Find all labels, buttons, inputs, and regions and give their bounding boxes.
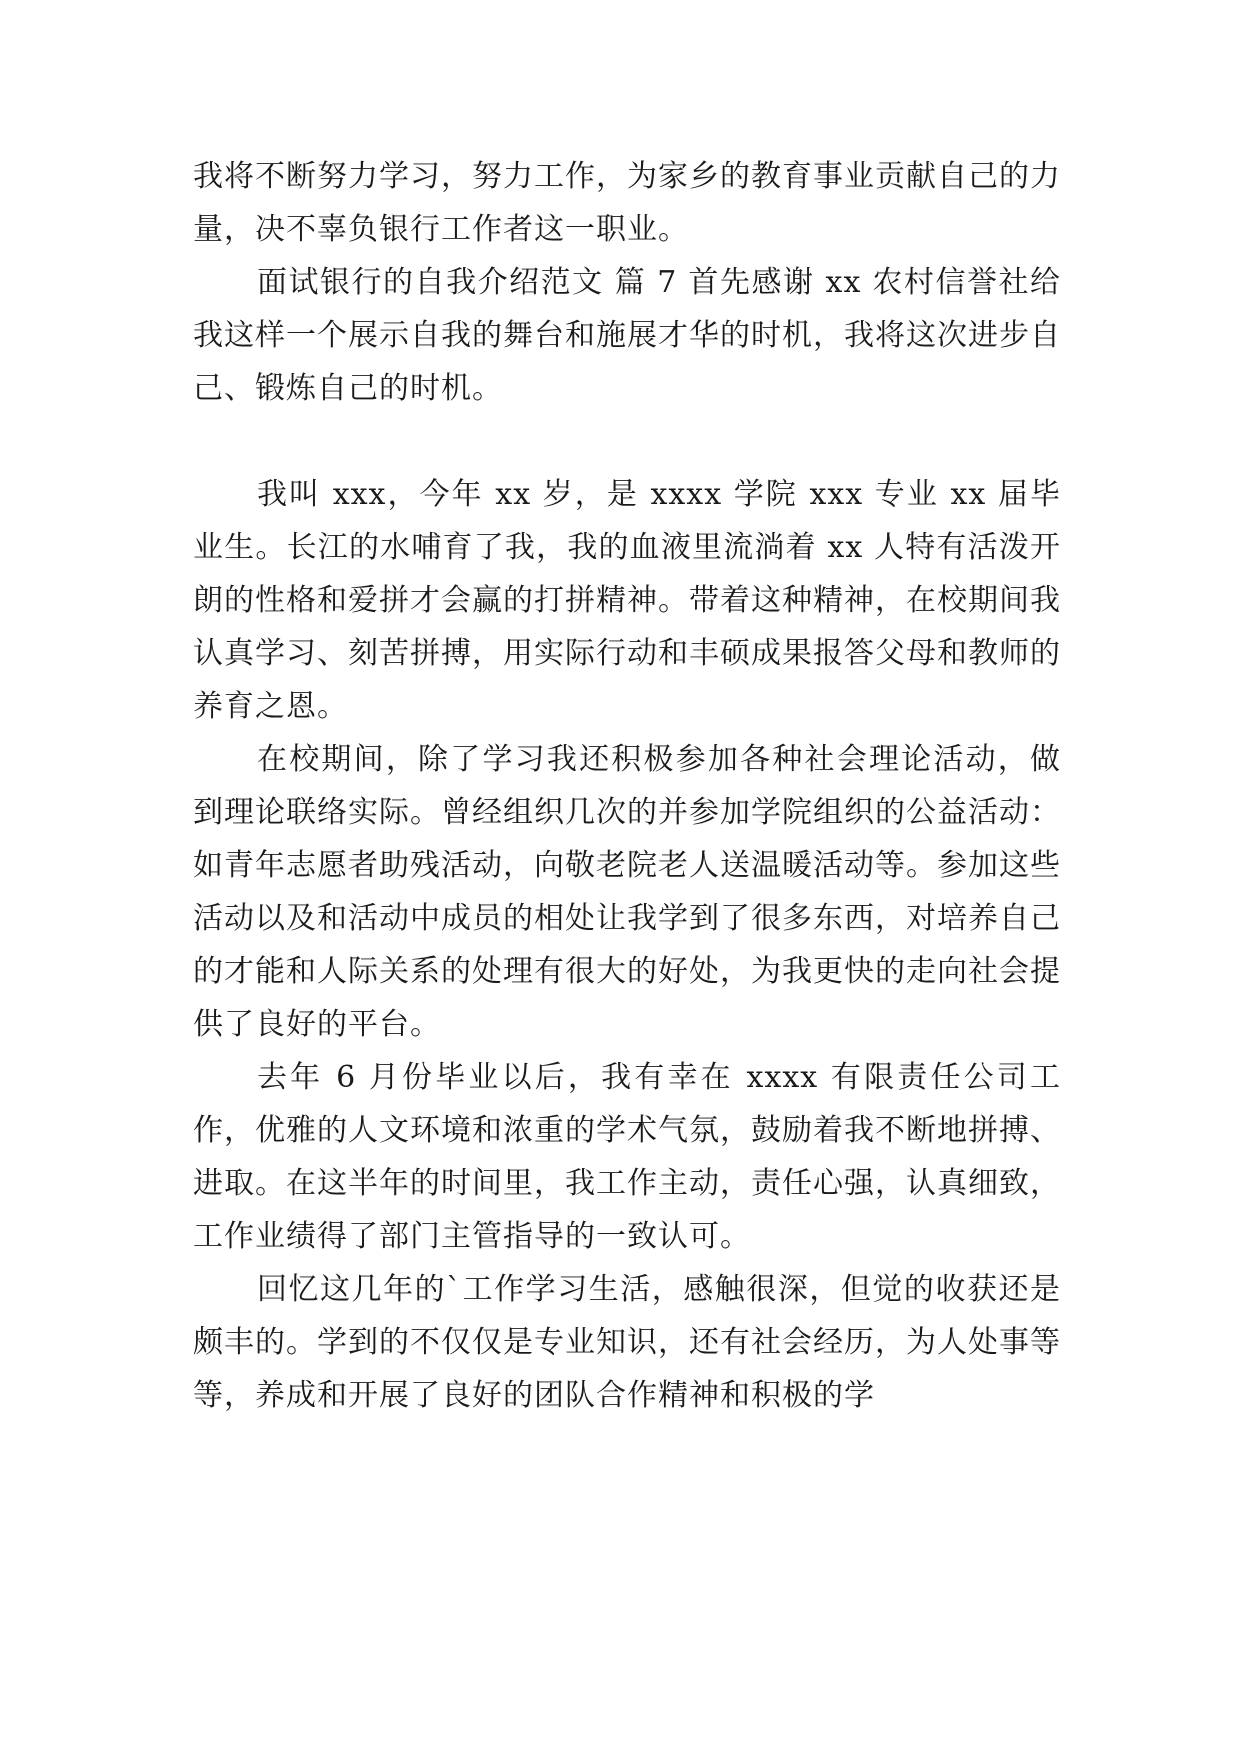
paragraph-self-introduction: 我叫 xxx，今年 xx 岁，是 xxxx 学院 xxx 专业 xx 届毕业生。长江的水哺育了我，我的血液里流淌着 xx 人特有活泼开朗的性格和爱拼才会赢的打拼精神。带着这种精神，在校期间我认真学习、刻苦拼搏，用实际行动和丰硕成果报答父母和教师的养育之恩。 — [193, 477, 1061, 724]
paragraph-school-activities: 在校期间，除了学习我还积极参加各种社会理论活动，做到理论联络实际。曾经组织几次的并参加学院组织的公益活动：如青年志愿者助残活动，向敬老院老人送温暖活动等。参加这些活动以及和活动中成员的相处让我学到了很多东西，对培养自己的才能和人际关系的处理有很大的好处，为我更快的走向社会提供了良好的平台。 — [193, 742, 1061, 1042]
paragraph-work-experience: 去年 6 月份毕业以后，我有幸在 xxxx 有限责任公司工作，优雅的人文环境和浓重的学术气氛，鼓励着我不断地拼搏、进取。在这半年的时间里，我工作主动，责任心强，认真细致，工作业绩得了部门主管指导的一致认可。 — [193, 1060, 1061, 1254]
paragraph-reflection: 回忆这几年的`工作学习生活，感触很深，但觉的收获还是颇丰的。学到的不仅仅是专业知识，还有社会经历，为人处事等等，养成和开展了良好的团队合作精神和积极的学 — [193, 1272, 1061, 1413]
paragraph-spacer — [193, 415, 1061, 468]
paragraph-closing-statement: 我将不断努力学习，努力工作，为家乡的教育事业贡献自己的力量，决不辜负银行工作者这一职业。 — [193, 159, 1061, 247]
paragraph-section-heading-and-intro: 面试银行的自我介绍范文 篇 7 首先感谢 xx 农村信誉社给我这样一个展示自我的舞台和施展才华的时机，我将这次进步自己、锻炼自己的时机。 — [193, 265, 1061, 406]
document-body — [193, 150, 1061, 1422]
